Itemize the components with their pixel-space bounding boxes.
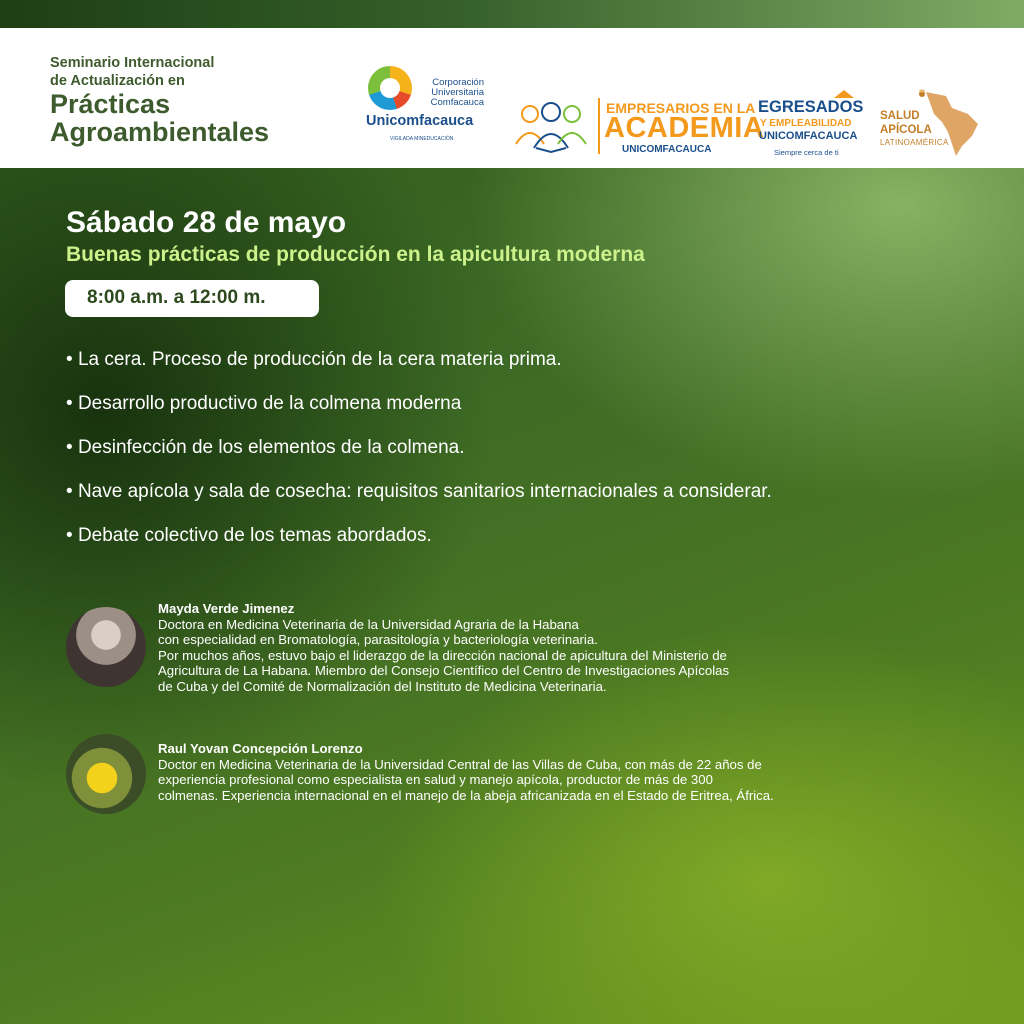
speaker-photo (66, 607, 146, 687)
top-band (0, 0, 1024, 28)
unicomfacauca-name: Unicomfacauca (366, 113, 474, 129)
speaker-bio-line: Doctora en Medicina Veterinaria de la Universidad Agraria de la Habana (158, 616, 579, 632)
egresados-tagline: Siempre cerca de ti (774, 148, 839, 157)
event-date: Sábado 28 de mayo (66, 206, 347, 239)
salud-line-1: SALUD (880, 110, 920, 122)
speaker-bio-line: Doctor en Medicina Veterinaria de la Universidad Central de las Villas de Cuba, con más de 22 años de (158, 756, 762, 772)
speaker-bio (158, 741, 774, 803)
brand-line-2: de Actualización en (50, 73, 185, 89)
topic-item: • Nave apícola y sala de cosecha: requisitos sanitarios internacionales a considerar. (66, 478, 772, 522)
egresados-logo (756, 90, 864, 166)
speaker-bio-line: con especialidad en Bromatología, parasitología y bacteriología veterinaria. (158, 632, 598, 647)
brand-line-3: Prácticas (50, 89, 171, 119)
uni-small-2: Universitaria (431, 87, 484, 98)
unicomfacauca-emblem-icon (368, 66, 412, 110)
speaker-bio (158, 601, 729, 694)
speaker-name: Mayda Verde Jimenez (158, 601, 295, 616)
egresados-line-2: Y EMPLEABILIDAD (760, 118, 852, 129)
topic-item: • Desinfección de los elementos de la colmena. (66, 434, 772, 478)
event-time-badge (65, 280, 319, 317)
latin-america-map-icon (912, 88, 986, 158)
brand-line-1: Seminario Internacional (50, 55, 215, 71)
seminar-brand (50, 54, 269, 146)
speaker-bio-line: Agricultura de La Habana. Miembro del Consejo Científico del Centro de Investigaciones Apícolas (158, 663, 730, 678)
event-time: 8:00 a.m. a 12:00 m. (87, 287, 266, 308)
topic-item: • Desarrollo productivo de la colmena moderna (66, 390, 772, 434)
salud-apicola-logo (876, 88, 988, 160)
speaker-photo (66, 734, 146, 814)
unicomfacauca-logo (366, 64, 484, 168)
egresados-line-3: UNICOMFACAUCA (759, 130, 858, 142)
salud-line-2: APÍCOLA (880, 124, 932, 136)
empresarios-big: ACADEMIA (604, 112, 765, 144)
empresarios-logo (512, 96, 765, 160)
speaker-bio-line: colmenas. Experiencia internacional en el manejo de la abeja africanizada en el Estado de Eritrea, África. (158, 787, 774, 803)
speaker-bio-line: experiencia profesional como especialista en salud y manejo apícola, productor de más de 300 (158, 772, 713, 787)
salud-line-3: LATINOAMÉRICA (880, 138, 949, 147)
brand-line-4: Agroambientales (50, 117, 270, 147)
topic-item: • Debate colectivo de los temas abordados. (66, 522, 772, 566)
empresarios-sub: UNICOMFACAUCA (622, 144, 712, 155)
unicomfacauca-corporation (414, 78, 484, 108)
topics-list (66, 346, 772, 566)
graduation-cap-icon (834, 90, 854, 98)
speaker-name: Raul Yovan Concepción Lorenzo (158, 741, 363, 756)
people-icon (512, 100, 590, 154)
speaker-bio-line: de Cuba y del Comité de Normalización del Instituto de Medicina Veterinaria. (158, 678, 607, 694)
empresarios-top: EMPRESARIOS EN LA (606, 100, 756, 116)
speaker-bio-line: Por muchos años, estuvo bajo el liderazgo de la dirección nacional de apicultura del Ministerio de (158, 647, 727, 663)
empresarios-divider (598, 98, 600, 154)
topic-item: • La cera. Proceso de producción de la cera materia prima. (66, 346, 772, 390)
unicomfacauca-tag: VIGILADA MINEDUCACIÓN (390, 136, 454, 142)
egresados-line-1: EGRESADOS (758, 98, 864, 116)
header (0, 28, 1024, 168)
event-subtitle: Buenas prácticas de producción en la apicultura moderna (66, 243, 645, 266)
uni-small-1: Corporación (432, 77, 484, 88)
uni-small-3: Comfacauca (430, 97, 484, 108)
